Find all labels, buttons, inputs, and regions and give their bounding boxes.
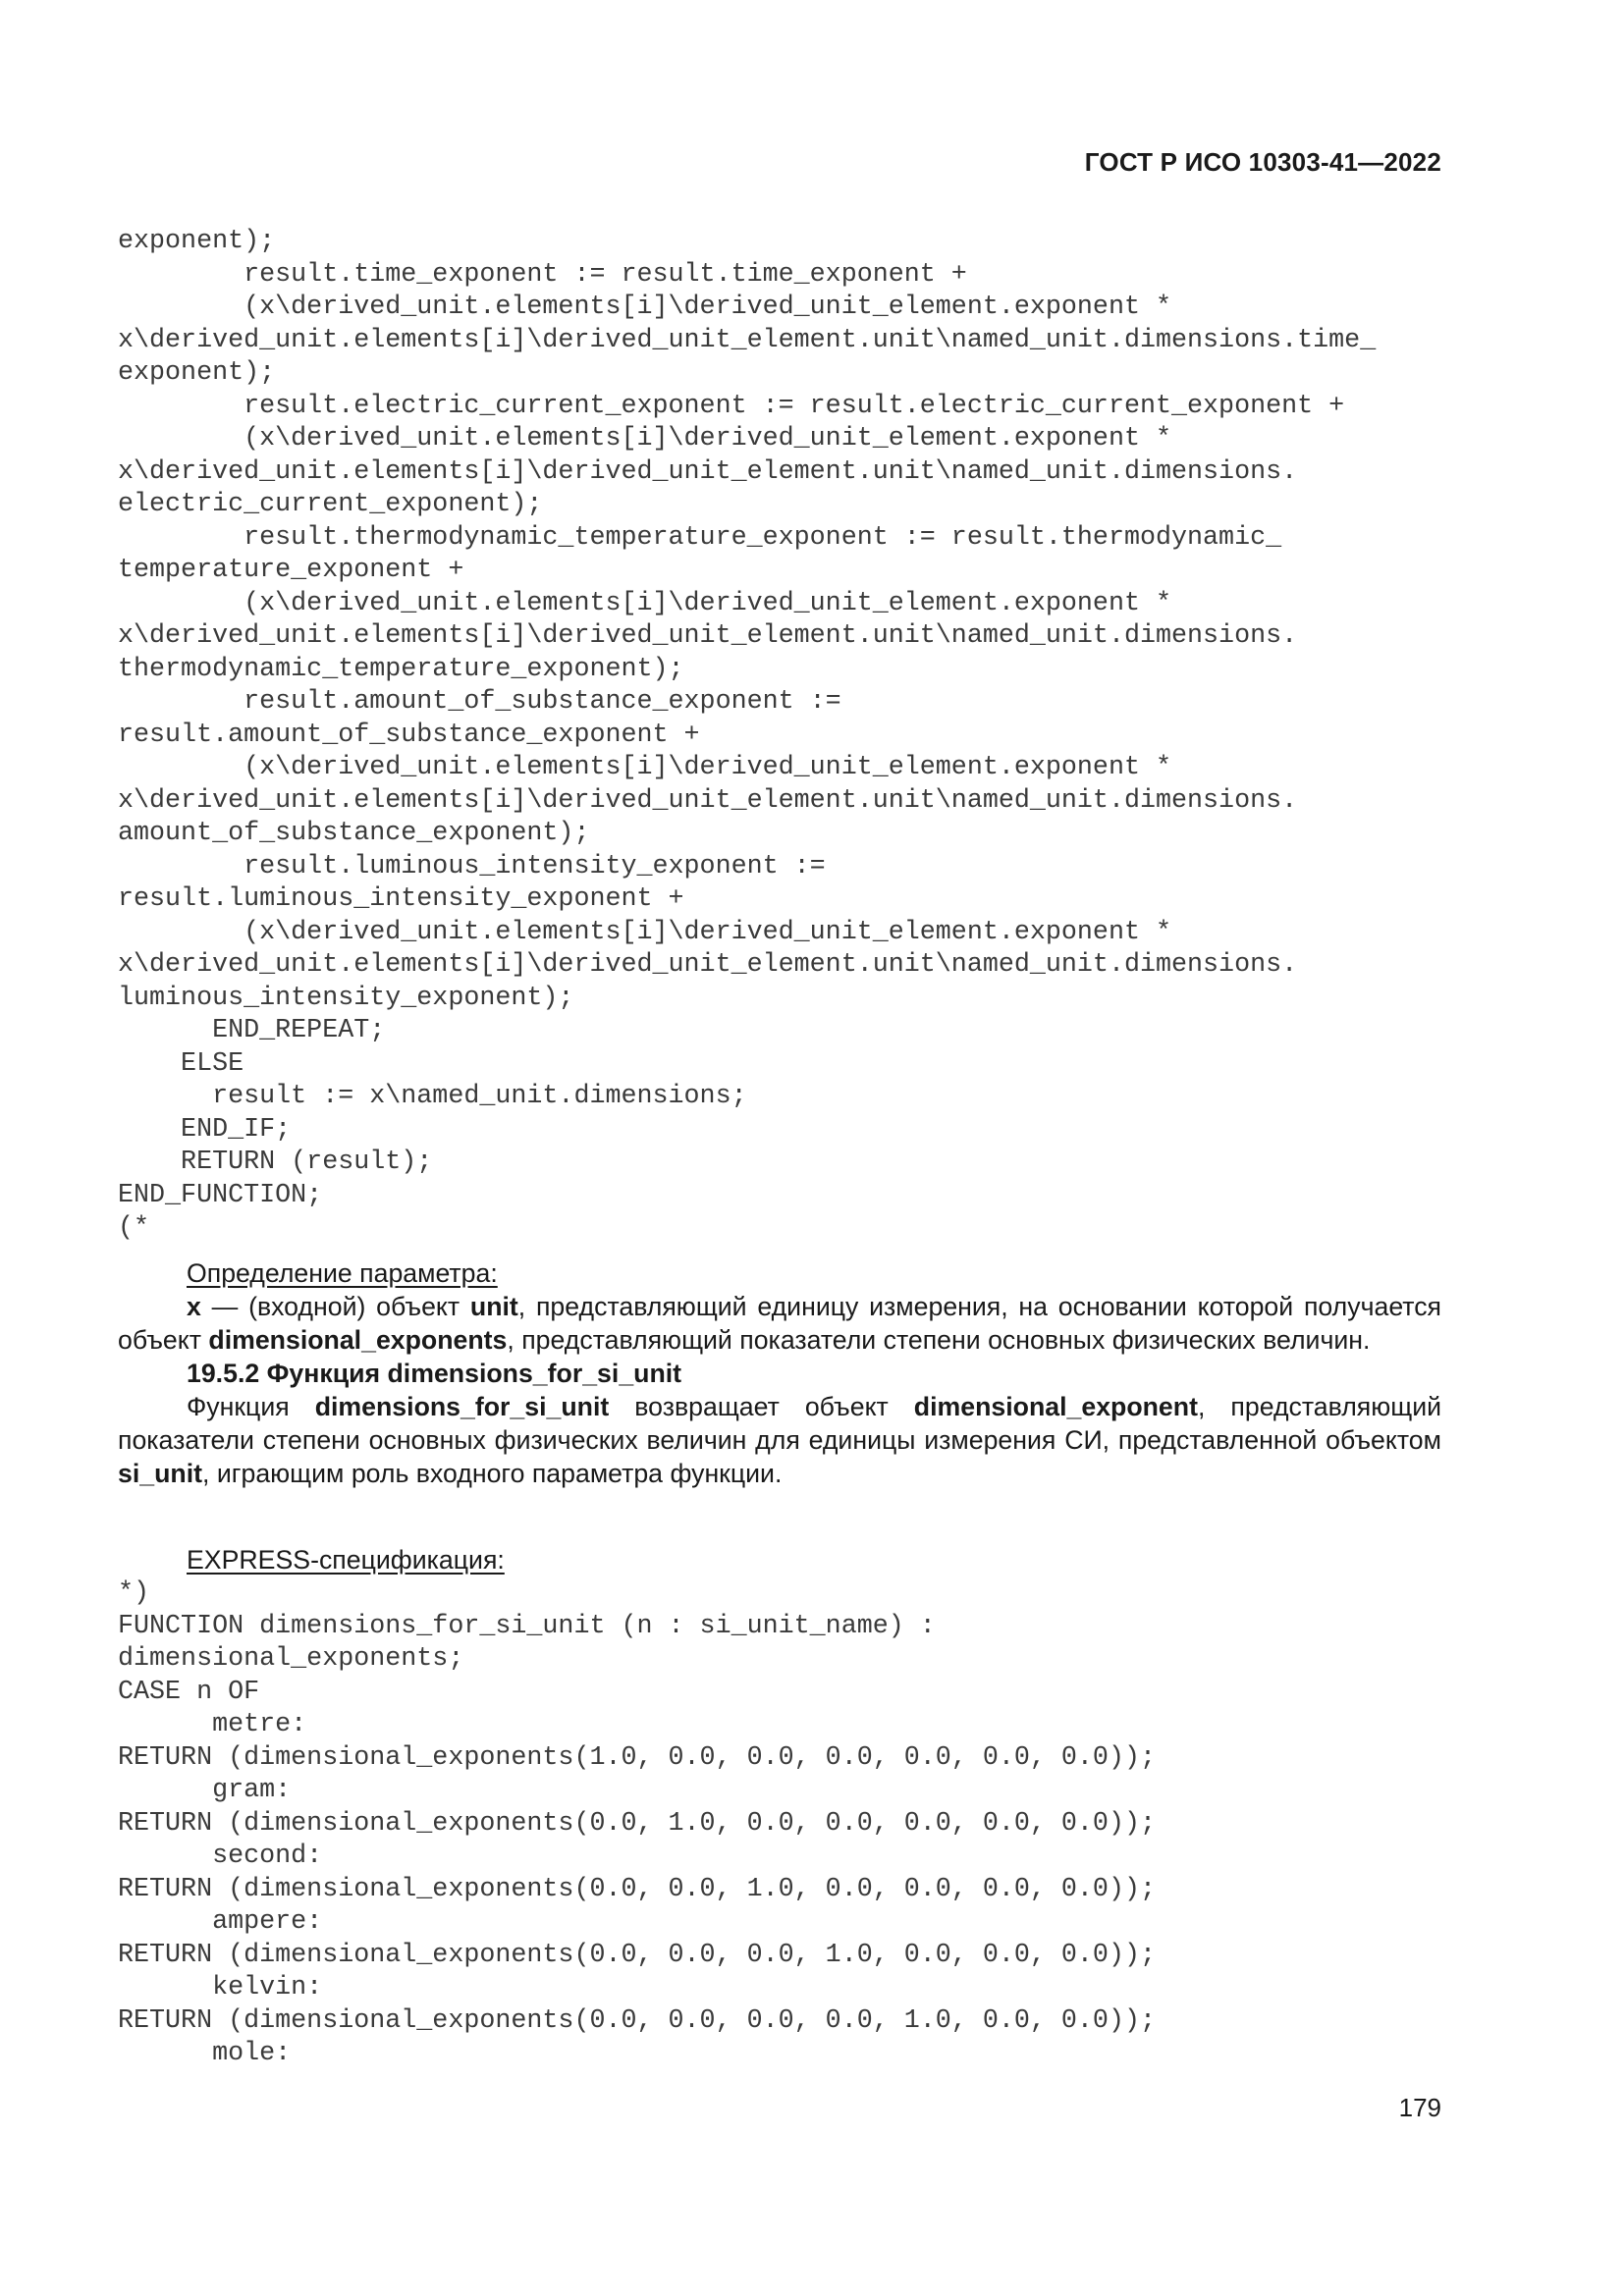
parameter-x-description: x — (входной) объект unit, представляющий единицу измерения, на основании которой получается объект dimensional_exponents, представляющий показатели степени основных физических величин. — [118, 1292, 1441, 1355]
function-description: Функция dimensions_for_si_unit возвращает объект dimensional_exponent, представляющий показатели степени основных физических величин для единицы измерения СИ, представленной объектом si_unit, играющим роль входного параметра функции. — [118, 1392, 1442, 1488]
express-code-block-2: *) FUNCTION dimensions_for_si_unit (n : si_unit_name) : dimensional_exponents; CASE n OF metre: RETURN (dimensional_exponents(1.0, 0.0, 0.0, 0.0, 0.0, 0.0, 0.0)); gram: RETURN (dimensional_exponents(0.0, 1.0, 0.0, 0.0, 0.0, 0.0, 0.0)); second: RETURN (dimensional_exponents(0.0, 0.0, 1.0, 0.0, 0.0, 0.0, 0.0)); ampere: RETURN (dimensional_exponents(0.0, 0.0, 0.0, 1.0, 0.0, 0.0, 0.0)); kelvin: RETURN (dimensional_exponents(0.0, 0.0, 0.0, 0.0, 1.0, 0.0, 0.0)); mole: — [118, 1578, 1156, 2068]
page-number: 179 — [1398, 2093, 1441, 2122]
express-spec-heading: EXPRESS-спецификация: — [187, 1545, 505, 1575]
express-code-block-1: exponent); result.time_exponent := result.time_exponent + (x\derived_unit.elements[i]\derived_unit_element.exponent * x\derived_unit.elements[i]\derived_unit_element.unit\named_unit.dimensions.time_ exponent); result.electric_current_exponent := result.electric_current_exponent + (x\derived_unit.elements[i]\derived_unit_element.exponent * x\derived_unit.elements[i]\derived_unit_element.unit\named_unit.dimensions. electric_current_exponent); result.thermodynamic_temperature_exponent := result.thermodynamic_ temperature_exponent + (x\derived_unit.elements[i]\derived_unit_element.exponent * x\derived_unit.elements[i]\derived_unit_element.unit\named_unit.dimensions. thermodynamic_temperature_exponent); result.amount_of_substance_exponent := result.amount_of_substance_exponent + (x\derived_unit.elements[i]\derived_unit_element.exponent * x\derived_unit.elements[i]\derived_unit_element.unit\named_unit.dimensions. amount_of_substance_exponent); result.luminous_intensity_exponent := result.luminous_intensity_exponent + (x\derived_unit.elements[i]\derived_unit_element.exponent * x\derived_unit.elements[i]\derived_unit_element.unit\named_unit.dimensions. luminous_intensity_exponent); END_REPEAT; ELSE result := x\named_unit.dimensions; END_IF; RETURN (result); END_FUNCTION; (* — [118, 227, 1377, 1243]
document-header: ГОСТ Р ИСО 10303-41—2022 — [1084, 147, 1441, 177]
section-heading-19-5-2: 19.5.2 Функция dimensions_for_si_unit — [187, 1359, 682, 1388]
parameter-definition — [118, 1256, 1441, 1490]
parameter-heading: Определение параметра: — [187, 1258, 498, 1288]
